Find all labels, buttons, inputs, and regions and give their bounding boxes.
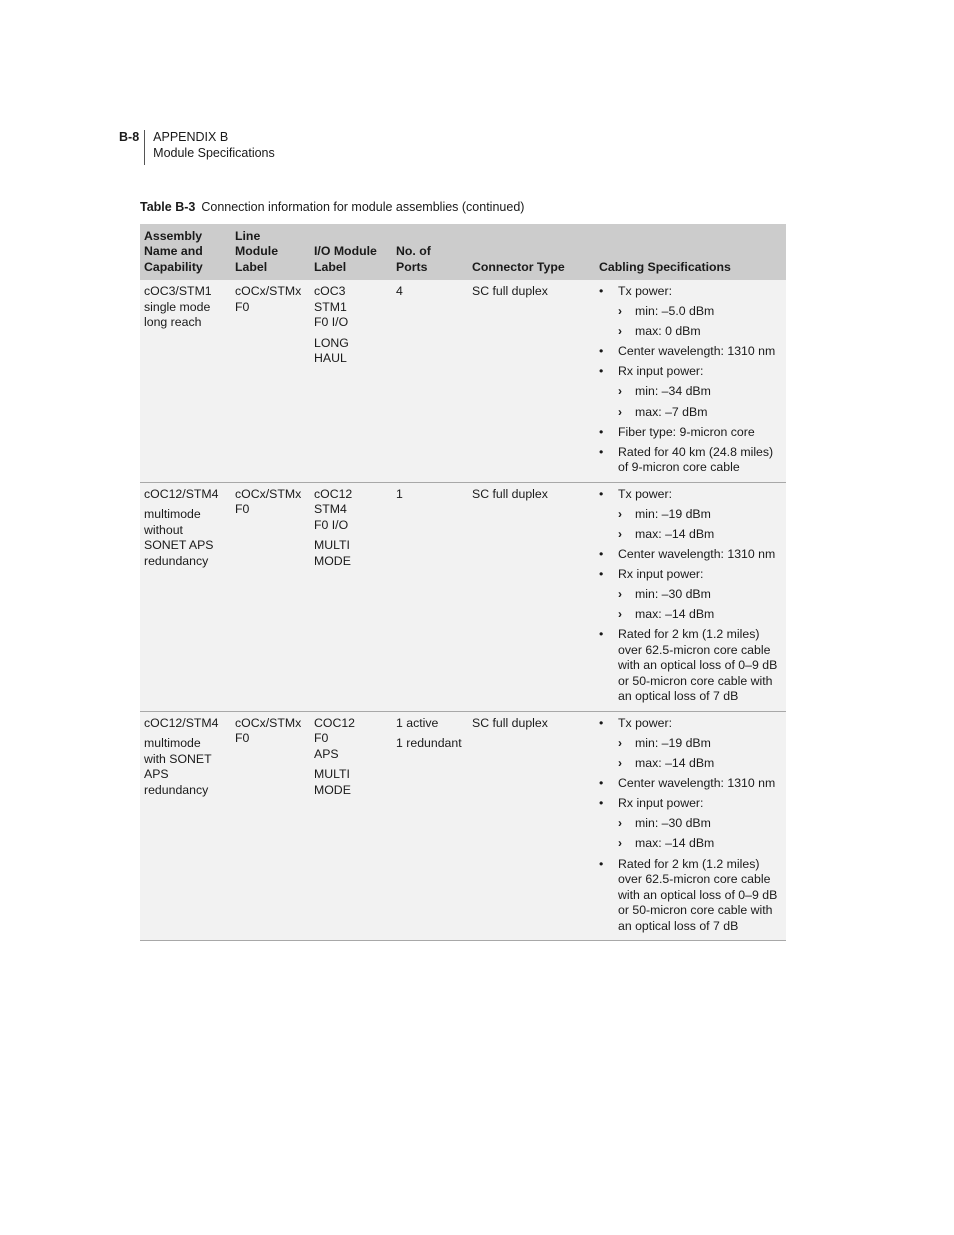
chevron-right-icon: › (618, 587, 622, 602)
spec-item (599, 627, 782, 705)
chevron-right-icon: › (618, 756, 622, 771)
chevron-right-icon: › (618, 836, 622, 851)
cell-cabling-specs (595, 711, 786, 940)
column-header-line: Label (314, 259, 347, 274)
column-header-line: Assembly (144, 228, 203, 243)
spec-subitem (618, 527, 782, 543)
chevron-right-icon: › (618, 607, 622, 622)
spec-subtext: max: 0 dBm (635, 324, 701, 339)
column-header (231, 224, 310, 280)
spec-subitem (618, 816, 782, 832)
spec-subitem (618, 756, 782, 772)
spec-sublist (618, 507, 782, 543)
cell-paragraph: cOCx/STMx F0 (235, 486, 302, 517)
bullet-icon: • (599, 344, 604, 359)
cell-connector (468, 711, 595, 940)
spec-text: Center wavelength: 1310 nm (618, 776, 776, 791)
column-header (468, 224, 595, 280)
cell-paragraph: cOC12 STM4 F0 I/O (314, 486, 353, 532)
spec-subitem (618, 587, 782, 603)
cell-paragraph: SC full duplex (472, 284, 548, 298)
page-header (119, 130, 275, 165)
spec-subtext: min: –5.0 dBm (635, 304, 715, 319)
chevron-right-icon: › (618, 816, 622, 831)
column-header (140, 224, 231, 280)
cell-assembly (140, 482, 231, 711)
table-body (140, 280, 786, 941)
spec-sublist (618, 304, 782, 340)
chevron-right-icon: › (618, 526, 622, 541)
spec-item (599, 567, 782, 623)
column-header-line: Cabling Specifications (599, 259, 731, 274)
spec-subtext: min: –30 dBm (635, 587, 711, 602)
table-caption (140, 200, 524, 214)
column-header (310, 224, 392, 280)
section-title: Module Specifications (153, 145, 275, 160)
cell-paragraph: 1 active (396, 715, 439, 730)
cell-connector (468, 280, 595, 482)
chevron-right-icon: › (618, 384, 622, 399)
chevron-right-icon: › (618, 404, 622, 419)
spec-subtext: max: –14 dBm (635, 756, 715, 771)
cell-cabling-specs (595, 482, 786, 711)
spec-subtext: max: –7 dBm (635, 404, 708, 419)
cell-assembly (140, 711, 231, 940)
spec-item (599, 364, 782, 420)
cell-paragraph: cOCx/STMx F0 (235, 284, 302, 314)
spec-text: Tx power: (618, 486, 672, 501)
spec-subitem (618, 607, 782, 623)
cell-io-label (310, 482, 392, 711)
spec-text: Tx power: (618, 284, 672, 298)
spec-list (599, 284, 782, 476)
cell-paragraph: 1 redundant (396, 736, 462, 751)
spec-item (599, 776, 782, 792)
chevron-right-icon: › (618, 324, 622, 339)
bullet-icon: • (599, 424, 604, 439)
spec-sublist (618, 816, 782, 852)
column-header-line: I/O Module (314, 244, 377, 258)
table-row (140, 280, 786, 482)
bullet-icon: • (599, 364, 604, 379)
spec-subtext: max: –14 dBm (635, 836, 715, 851)
cell-line-label (231, 711, 310, 940)
cell-io-label (310, 711, 392, 940)
cell-paragraph: multimode without SONET APS redundancy (144, 507, 214, 568)
chevron-right-icon: › (618, 506, 622, 521)
chevron-right-icon: › (618, 304, 622, 319)
spec-subitem (618, 304, 782, 320)
cell-ports (392, 482, 468, 711)
spec-text: Rated for 2 km (1.2 miles) over 62.5-micron core cable with an optical loss of 0–9 dB or 50-micron core cable with an optical loss of 7 dB (618, 627, 778, 704)
column-header (595, 224, 786, 280)
spec-text: Rated for 40 km (24.8 miles) of 9-micron core cable (618, 444, 774, 475)
cell-ports (392, 711, 468, 940)
table-label: Table B-3 (140, 200, 196, 214)
spec-text: Rx input power: (618, 567, 704, 582)
spec-item (599, 284, 782, 340)
column-header-line: Ports (396, 259, 428, 274)
spec-list (599, 716, 782, 934)
appendix-title: APPENDIX B (153, 130, 229, 144)
cell-paragraph: cOC3 STM1 F0 I/O (314, 284, 349, 329)
bullet-icon: • (599, 567, 604, 582)
bullet-icon: • (599, 284, 604, 298)
cell-paragraph: SC full duplex (472, 715, 548, 730)
spec-text: Tx power: (618, 715, 672, 730)
column-header-line: Line (235, 228, 261, 243)
spec-subtext: min: –19 dBm (635, 506, 711, 521)
bullet-icon: • (599, 547, 604, 562)
cell-paragraph: 4 (396, 284, 403, 298)
table-row (140, 711, 786, 940)
cell-ports (392, 280, 468, 482)
spec-item (599, 547, 782, 563)
column-header-line: Capability (144, 259, 203, 274)
cell-paragraph: cOC12/STM4 (144, 486, 219, 501)
bullet-icon: • (599, 486, 604, 501)
spec-item (599, 344, 782, 360)
spec-item (599, 425, 782, 441)
cell-connector (468, 482, 595, 711)
spec-sublist (618, 587, 782, 623)
spec-text: Rx input power: (618, 364, 704, 379)
bullet-icon: • (599, 715, 604, 730)
spec-sublist (618, 736, 782, 772)
bullet-icon: • (599, 444, 604, 459)
cell-paragraph: cOC3/STM1 single mode long reach (144, 284, 212, 329)
spec-subitem (618, 384, 782, 400)
spec-subitem (618, 507, 782, 523)
spec-text: Center wavelength: 1310 nm (618, 547, 776, 562)
column-header-line: No. of (396, 244, 431, 258)
table-row (140, 482, 786, 711)
spec-subtext: min: –34 dBm (635, 384, 711, 399)
spec-item (599, 487, 782, 543)
table-header-row (140, 224, 786, 280)
spec-subitem (618, 736, 782, 752)
spec-item (599, 857, 782, 935)
spec-subtext: min: –30 dBm (635, 816, 711, 831)
cell-paragraph: SC full duplex (472, 486, 548, 501)
cell-assembly (140, 280, 231, 482)
running-head (144, 130, 275, 165)
spec-subitem (618, 324, 782, 340)
bullet-icon: • (599, 627, 604, 642)
page-number: B-8 (119, 130, 140, 144)
spec-text: Rx input power: (618, 796, 704, 811)
spec-text: Center wavelength: 1310 nm (618, 344, 776, 359)
column-header-line: Label (235, 259, 268, 274)
spec-subtext: max: –14 dBm (635, 526, 715, 541)
spec-subtext: min: –19 dBm (635, 736, 711, 750)
column-header-line: Module (235, 244, 279, 258)
connection-table (140, 224, 786, 941)
cell-paragraph: cOCx/STMx F0 (235, 715, 302, 746)
cell-paragraph: MULTI MODE (314, 538, 351, 568)
cell-paragraph: cOC12/STM4 (144, 715, 219, 730)
bullet-icon: • (599, 796, 604, 811)
cell-paragraph: 1 (396, 486, 403, 501)
spec-list (599, 487, 782, 705)
spec-subitem (618, 405, 782, 421)
spec-item (599, 796, 782, 852)
bullet-icon: • (599, 856, 604, 871)
spec-subtext: max: –14 dBm (635, 607, 715, 622)
spec-subitem (618, 836, 782, 852)
column-header-line: Connector Type (472, 259, 565, 274)
spec-sublist (618, 384, 782, 420)
spec-item (599, 716, 782, 772)
cell-line-label (231, 482, 310, 711)
cell-line-label (231, 280, 310, 482)
chevron-right-icon: › (618, 736, 622, 750)
table-title: Connection information for module assemblies (continued) (201, 200, 525, 214)
spec-text: Fiber type: 9-micron core (618, 424, 755, 439)
cell-paragraph: COC12 F0 APS (314, 715, 356, 761)
cell-paragraph: multimode with SONET APS redundancy (144, 736, 212, 797)
cell-cabling-specs (595, 280, 786, 482)
spec-text: Rated for 2 km (1.2 miles) over 62.5-micron core cable with an optical loss of 0–9 dB or 50-micron core cable with an optical loss of 7 dB (618, 856, 778, 933)
bullet-icon: • (599, 776, 604, 791)
spec-item (599, 445, 782, 476)
column-header-line: Name and (144, 244, 203, 258)
column-header (392, 224, 468, 280)
cell-paragraph: LONG HAUL (314, 335, 349, 365)
cell-io-label (310, 280, 392, 482)
cell-paragraph: MULTI MODE (314, 767, 351, 797)
